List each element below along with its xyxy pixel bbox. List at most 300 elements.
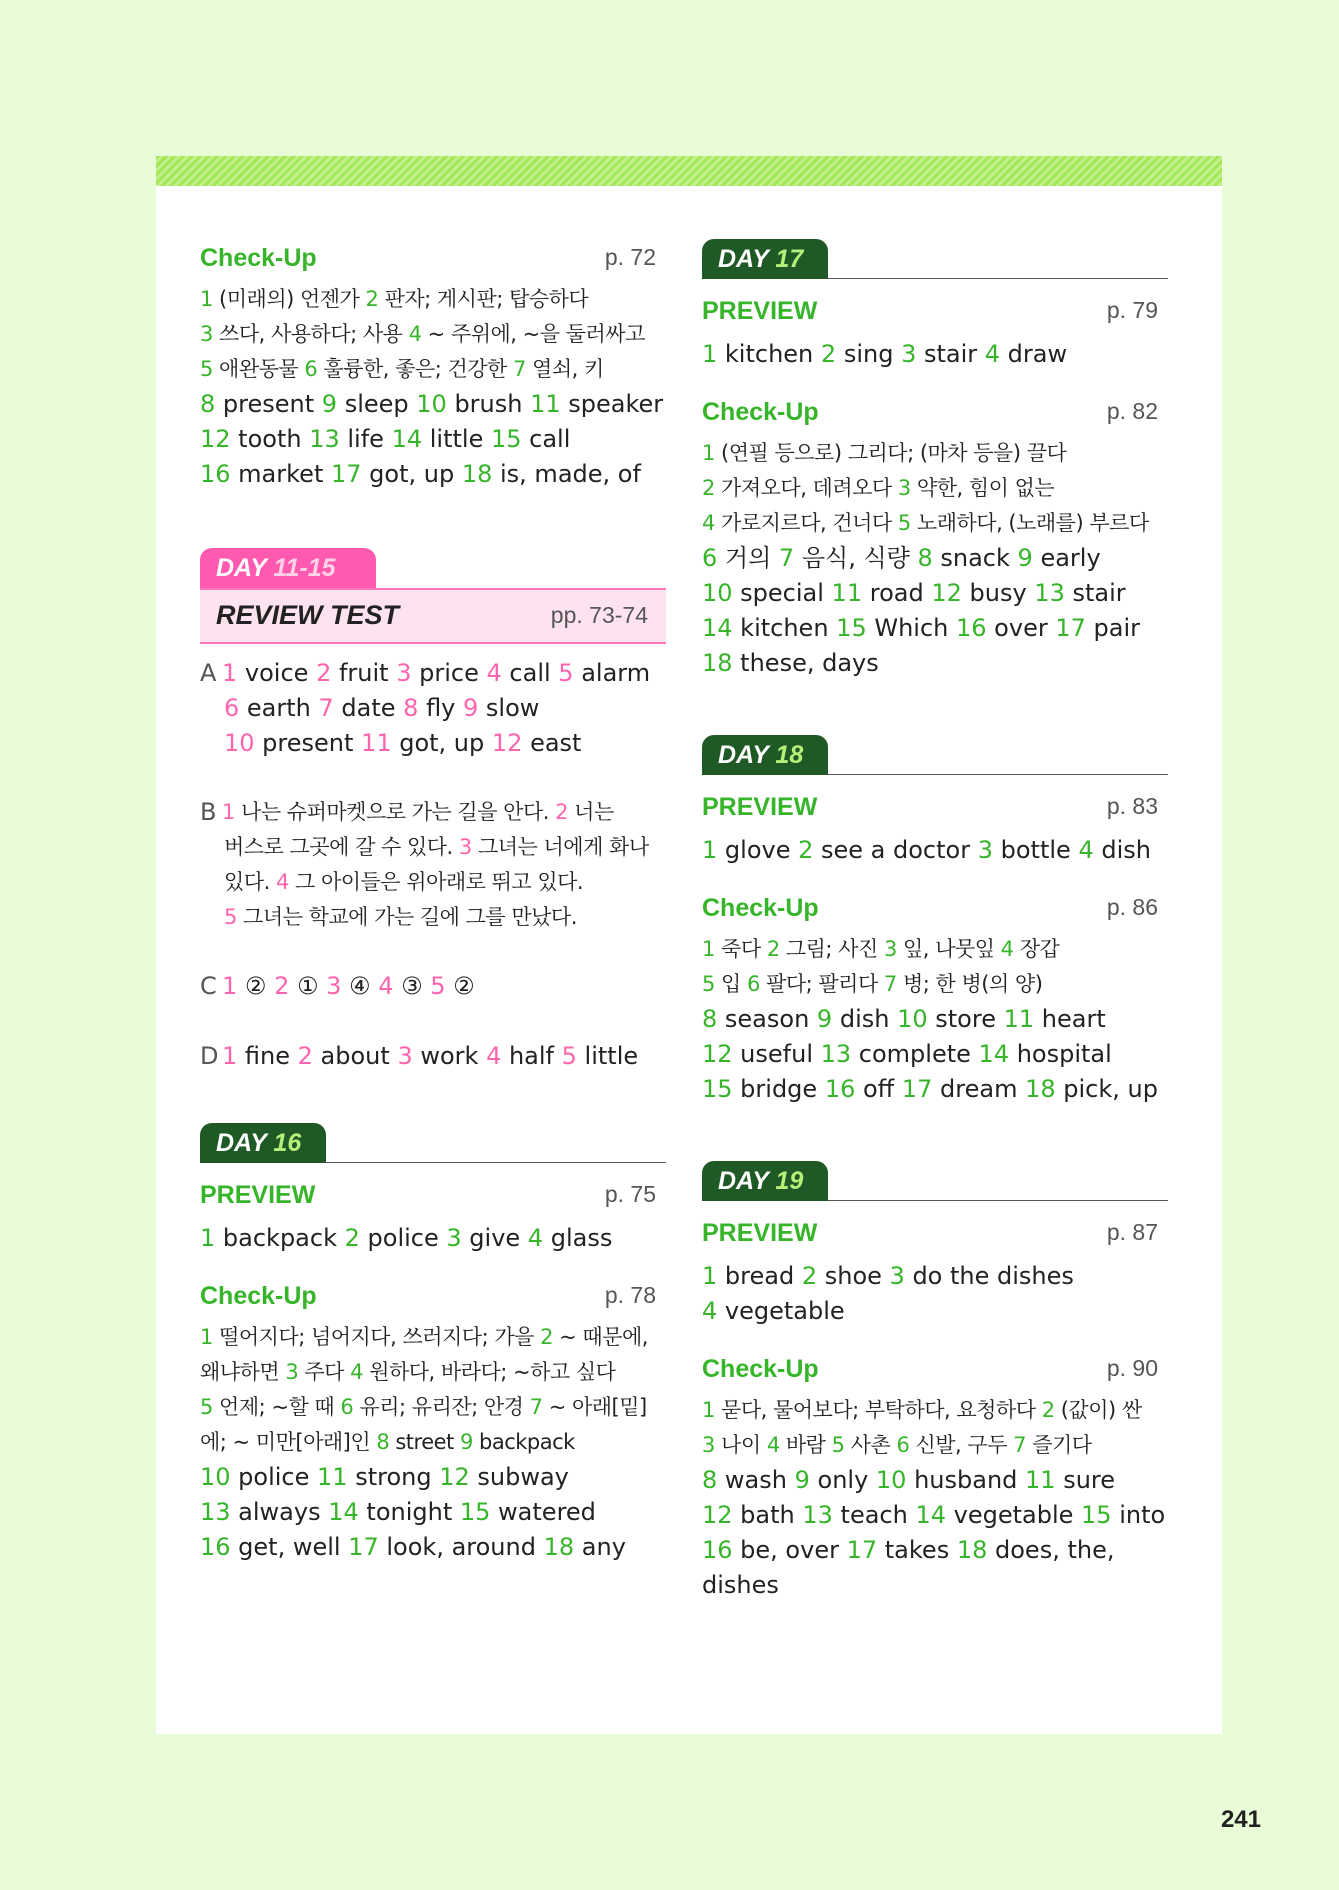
item-number: 4: [378, 972, 394, 1000]
page-reference: p. 78: [604, 1282, 656, 1308]
item-number: 18: [461, 460, 493, 488]
day-tab: [200, 1123, 326, 1163]
item-number: 1: [200, 1224, 216, 1252]
answer-text: bottle: [993, 836, 1079, 864]
answer-line: [200, 656, 666, 691]
answer-text: vegetable: [717, 1297, 845, 1325]
answer-line: [702, 646, 1168, 681]
answer-text: dish: [832, 1005, 898, 1033]
answer-text: 판자; 게시판; 탑승하다: [378, 287, 589, 311]
item-number: 3: [901, 340, 917, 368]
item-number: 4: [486, 1042, 502, 1070]
answer-line: [200, 282, 666, 317]
item-number: 6: [747, 972, 760, 996]
preview-header: [702, 295, 1168, 329]
answer-text: kitchen: [717, 340, 821, 368]
answer-line: [702, 1259, 1168, 1294]
item-number: 9: [459, 1430, 473, 1454]
preview-answers: [702, 337, 1168, 372]
part-b: [200, 795, 666, 935]
answer-line: [200, 1221, 666, 1256]
answer-text: heart: [1034, 1005, 1106, 1033]
answer-text: 있다.: [224, 870, 276, 894]
answer-text: watered: [490, 1498, 596, 1526]
answer-line: [702, 1568, 1168, 1603]
answer-text: fly: [418, 694, 464, 722]
answer-line: [200, 1495, 666, 1530]
answer-text: early: [1032, 544, 1101, 572]
answer-text: 사촌: [844, 1433, 897, 1457]
day-tab: [702, 1161, 828, 1201]
part-c: [200, 969, 666, 1004]
day16-section: [200, 1118, 666, 1565]
answer-text: bridge: [732, 1075, 825, 1103]
answer-text: 바람: [779, 1433, 832, 1457]
item-number: 10: [416, 390, 447, 418]
item-number: 1: [222, 1042, 238, 1070]
item-number: 8: [702, 1005, 718, 1033]
item-number: 9: [321, 390, 338, 418]
item-number: 10: [875, 1466, 907, 1494]
part-letter: C: [200, 972, 217, 1000]
item-number: 12: [702, 1040, 733, 1068]
answer-line: [200, 1320, 666, 1355]
preview-title: PREVIEW: [702, 793, 818, 821]
answer-text: police: [230, 1463, 318, 1491]
item-number: 2: [297, 1042, 313, 1070]
answer-line: [702, 611, 1168, 646]
checkup-answers: [702, 541, 1168, 681]
answer-text: price: [411, 659, 487, 687]
answer-text: sleep: [337, 390, 417, 418]
answer-line: [200, 691, 666, 726]
day-number: 18: [768, 741, 804, 769]
item-number: 3: [326, 972, 342, 1000]
item-number: 1: [702, 1398, 715, 1422]
answer-line: [200, 726, 666, 761]
answer-text: 즐기다: [1026, 1433, 1092, 1457]
answer-text: 약한, 힘이 없는: [910, 476, 1055, 500]
item-number: 12: [200, 425, 231, 453]
day-number: 16: [266, 1129, 302, 1157]
answer-text: 팔다; 팔리다: [759, 972, 884, 996]
answer-text: draw: [1000, 340, 1068, 368]
answer-text: special: [732, 579, 832, 607]
checkup-answers: [200, 1460, 666, 1565]
item-number: 8: [917, 544, 933, 572]
preview-title: PREVIEW: [702, 1219, 818, 1247]
answer-line: [702, 967, 1168, 1002]
item-number: 18: [956, 1536, 988, 1564]
item-number: 13: [802, 1501, 833, 1529]
answer-line: [702, 1498, 1168, 1533]
answer-text: look, around: [378, 1533, 544, 1561]
page-reference: p. 72: [604, 244, 656, 270]
item-number: 6: [896, 1433, 910, 1457]
item-number: 15: [459, 1498, 491, 1526]
answer-text: ①: [289, 972, 327, 1000]
answer-text: pair: [1085, 614, 1140, 642]
preview-answers: [702, 833, 1168, 868]
item-number: 14: [391, 425, 423, 453]
answer-text: call: [521, 425, 571, 453]
answer-text: ③: [393, 972, 431, 1000]
item-number: 4: [527, 1224, 544, 1252]
answer-text: speaker: [560, 390, 664, 418]
page-number: 241: [1220, 1806, 1261, 1833]
item-number: 3: [285, 1360, 299, 1384]
answer-line: [200, 422, 666, 457]
answer-text: 쓰다, 사용하다; 사용: [212, 322, 409, 346]
item-number: 2: [801, 1262, 818, 1290]
item-number: 11: [317, 1463, 348, 1491]
part-a: [200, 656, 666, 761]
answer-text: backpack: [215, 1224, 345, 1252]
item-number: 10: [224, 729, 255, 757]
item-number: 4: [408, 322, 422, 346]
answer-text: 가로지르다, 건너다: [714, 511, 898, 535]
page-reference: p. 86: [1106, 894, 1158, 920]
answer-text: any: [574, 1533, 626, 1561]
item-number: 8: [200, 390, 216, 418]
answer-text: sing: [836, 340, 902, 368]
item-number: 2: [555, 800, 568, 824]
item-number: 1: [702, 836, 718, 864]
answer-text: slow: [478, 694, 540, 722]
answer-text: voice: [237, 659, 317, 687]
item-number: 2: [1041, 1398, 1055, 1422]
answer-text: 그림; 사진: [779, 937, 884, 961]
item-number: 12: [439, 1463, 470, 1491]
day-word: DAY: [718, 245, 769, 273]
answer-text: useful: [732, 1040, 821, 1068]
answer-text: glove: [717, 836, 799, 864]
answer-text: (미래의) 언젠가: [212, 287, 366, 311]
checkup-answers: [702, 436, 1168, 541]
answer-text: 신발, 구두: [909, 1433, 1014, 1457]
answer-text: street: [389, 1430, 460, 1454]
answer-text: 그 아이들은 위아래로 뛰고 있다.: [288, 870, 584, 894]
page-reference: p. 90: [1106, 1355, 1158, 1381]
item-number: 4: [275, 870, 289, 894]
item-number: 2: [344, 1224, 360, 1252]
item-number: 3: [889, 1262, 905, 1290]
answer-line: [200, 1425, 666, 1460]
item-number: 13: [820, 1040, 852, 1068]
answer-text: 에; ~ 미만[아래]인: [200, 1430, 377, 1454]
item-number: 1: [702, 1262, 718, 1290]
checkup-title: Check-Up: [702, 894, 819, 922]
checkup-answers: [200, 1320, 666, 1460]
answer-text: takes: [877, 1536, 957, 1564]
answer-line: [200, 1460, 666, 1495]
item-number: 4: [766, 1433, 780, 1457]
item-number: 5: [558, 659, 574, 687]
answer-text: (연필 등으로) 그리다; (마차 등을) 끌다: [714, 441, 1067, 465]
answer-text: 장갑: [1013, 937, 1060, 961]
item-number: 8: [376, 1430, 390, 1454]
item-number: 5: [702, 972, 715, 996]
item-number: 3: [458, 835, 472, 859]
answer-text: 왜냐하면: [200, 1360, 286, 1384]
answer-text: call: [501, 659, 559, 687]
answer-text: backpack: [472, 1430, 575, 1454]
answer-text: road: [862, 579, 932, 607]
answer-line: [702, 932, 1168, 967]
answer-text: get, well: [230, 1533, 349, 1561]
item-number: 1: [222, 800, 235, 824]
item-number: 13: [309, 425, 340, 453]
item-number: 13: [200, 1498, 231, 1526]
item-number: 3: [977, 836, 993, 864]
day-header: [702, 730, 1168, 775]
day-header: [200, 1118, 666, 1163]
item-number: 15: [1081, 1501, 1112, 1529]
item-number: 6: [340, 1395, 354, 1419]
checkup-header: [702, 1353, 1168, 1387]
answer-text: is, made, of: [492, 460, 641, 488]
answer-line: [702, 1533, 1168, 1568]
item-number: 11: [1025, 1466, 1056, 1494]
answer-line: [200, 387, 666, 422]
item-number: 17: [1055, 614, 1086, 642]
answer-line: [702, 1393, 1168, 1428]
answer-text: 나이: [714, 1433, 767, 1457]
item-number: 3: [397, 1042, 413, 1070]
item-number: 14: [328, 1498, 359, 1526]
item-number: 4: [1078, 836, 1094, 864]
answer-text: brush: [446, 390, 531, 418]
item-number: 2: [702, 476, 715, 500]
item-number: 3: [897, 476, 911, 500]
item-number: 12: [491, 729, 523, 757]
item-number: 2: [798, 836, 814, 864]
answer-text: do the dishes: [904, 1262, 1074, 1290]
answer-text: over: [986, 614, 1056, 642]
page-reference: pp. 73-74: [550, 602, 648, 628]
answer-text: 유리; 유리잔; 안경: [353, 1395, 530, 1419]
answer-text: 애완동물: [212, 357, 305, 381]
answer-line: [702, 436, 1168, 471]
answer-text: kitchen: [732, 614, 837, 642]
preview-answers: [702, 1259, 1168, 1329]
answer-line: [702, 471, 1168, 506]
item-number: 7: [529, 1395, 543, 1419]
day-header: [702, 1156, 1168, 1201]
answer-text: 병; 한 병(의 양): [896, 972, 1043, 996]
answer-line: [702, 1037, 1168, 1072]
preview-title: PREVIEW: [200, 1181, 316, 1209]
answer-text: ②: [237, 972, 275, 1000]
item-number: 2: [820, 340, 837, 368]
answer-text: 언제; ~할 때: [212, 1395, 341, 1419]
answer-line: [702, 576, 1168, 611]
answer-text: date: [333, 694, 404, 722]
answer-line: [702, 541, 1168, 576]
item-number: 7: [778, 544, 795, 572]
item-number: 4: [702, 1297, 718, 1325]
preview-header: [200, 1179, 666, 1213]
item-number: 11: [1003, 1005, 1035, 1033]
day17-section: [702, 234, 1168, 681]
answer-line: [200, 1530, 666, 1565]
item-number: 1: [200, 1325, 213, 1349]
item-number: 16: [956, 614, 987, 642]
item-number: 4: [984, 340, 1001, 368]
answer-text: into: [1111, 1501, 1166, 1529]
answer-text: dish: [1093, 836, 1151, 864]
item-number: 5: [200, 1395, 213, 1419]
item-number: 3: [446, 1224, 462, 1252]
item-number: 12: [702, 1501, 733, 1529]
answer-text: bread: [717, 1262, 802, 1290]
item-number: 15: [836, 614, 867, 642]
answer-text: see a doctor: [813, 836, 978, 864]
answer-line: [702, 1294, 1168, 1329]
answer-text: season: [717, 1005, 817, 1033]
item-number: 17: [348, 1533, 379, 1561]
day-word: DAY: [216, 554, 267, 582]
item-number: 1: [222, 972, 238, 1000]
answer-text: present: [254, 729, 362, 757]
answer-text: (값이) 싼: [1054, 1398, 1142, 1422]
item-number: 1: [222, 659, 238, 687]
item-number: 13: [1034, 579, 1065, 607]
answer-text: strong: [347, 1463, 440, 1491]
answer-text: bath: [732, 1501, 803, 1529]
page-reference: p. 83: [1106, 793, 1158, 819]
review-title-bar: [200, 588, 666, 644]
checkup-answers: [702, 1393, 1168, 1463]
item-number: 11: [361, 729, 392, 757]
answer-text: 그녀는 너에게 화나: [471, 835, 649, 859]
answer-text: 열쇠, 키: [525, 357, 604, 381]
answer-text: Which: [866, 614, 956, 642]
item-number: 10: [897, 1005, 928, 1033]
checkup-header: [200, 1280, 666, 1314]
answer-text: got, up: [361, 460, 462, 488]
answer-key-panel: [156, 186, 1222, 1734]
answer-text: 훌륭한, 좋은; 건강한: [317, 357, 513, 381]
item-number: 1: [702, 937, 715, 961]
answer-text: husband: [906, 1466, 1026, 1494]
item-number: 2: [540, 1325, 553, 1349]
item-number: 9: [794, 1466, 810, 1494]
answer-text: 가져오다, 데려오다: [714, 476, 898, 500]
answer-text: tonight: [358, 1498, 460, 1526]
part-letter: A: [200, 659, 217, 687]
answer-text: dishes: [702, 1571, 779, 1599]
answer-text: teach: [832, 1501, 916, 1529]
answer-line: [200, 457, 666, 492]
answer-text: little: [422, 425, 491, 453]
checkup-title: Check-Up: [702, 1355, 819, 1383]
answer-text: dream: [932, 1075, 1026, 1103]
answer-line: [200, 865, 666, 900]
item-number: 2: [365, 287, 379, 311]
answer-text: tooth: [230, 425, 310, 453]
answer-text: ④: [341, 972, 379, 1000]
item-number: 2: [316, 659, 332, 687]
item-number: 11: [530, 390, 561, 418]
review-test-section: [200, 548, 666, 1074]
answer-line: [200, 900, 666, 935]
section-title: Check-Up: [200, 244, 317, 272]
item-number: 9: [463, 694, 479, 722]
answer-text: 떨어지다; 넘어지다, 쓰러지다; 가을: [212, 1325, 541, 1349]
answer-text: 음식, 식량: [794, 544, 918, 572]
answer-text: ~ 때문에,: [552, 1325, 648, 1349]
answer-text: does, the,: [987, 1536, 1115, 1564]
checkup-header: [702, 892, 1168, 926]
answer-text: 주다: [298, 1360, 351, 1384]
answer-text: 거의: [717, 544, 779, 572]
day-range: 11-15: [266, 554, 336, 582]
item-number: 9: [1017, 544, 1033, 572]
item-number: 9: [816, 1005, 833, 1033]
answer-text: alarm: [573, 659, 651, 687]
item-number: 4: [486, 659, 502, 687]
answer-text: 죽다: [714, 937, 767, 961]
answer-text: earth: [239, 694, 319, 722]
item-number: 10: [200, 1463, 231, 1491]
section-header: [200, 242, 666, 276]
top-stripe-bar: [156, 156, 1222, 186]
item-number: 8: [403, 694, 419, 722]
answer-line: [702, 1428, 1168, 1463]
item-number: 16: [824, 1075, 856, 1103]
item-number: 15: [490, 425, 522, 453]
answer-text: half: [501, 1042, 562, 1070]
item-number: 4: [1000, 937, 1014, 961]
answer-text: life: [339, 425, 392, 453]
day-word: DAY: [718, 1167, 769, 1195]
answer-text: little: [576, 1042, 639, 1070]
item-number: 2: [766, 937, 780, 961]
page-reference: p. 79: [1106, 297, 1158, 323]
checkup-answers: [702, 932, 1168, 1002]
answer-line: [200, 1039, 666, 1074]
answer-line: [702, 337, 1168, 372]
answer-text: 너는: [567, 800, 614, 824]
part-d: [200, 1039, 666, 1074]
checkup-section-p72: [200, 242, 666, 492]
item-number: 5: [561, 1042, 577, 1070]
item-number: 14: [702, 614, 733, 642]
answer-text: always: [230, 1498, 329, 1526]
day19-section: [702, 1156, 1168, 1603]
item-number: 14: [915, 1501, 947, 1529]
answer-text: be, over: [732, 1536, 847, 1564]
preview-header: [702, 1217, 1168, 1251]
answer-text: snack: [932, 544, 1018, 572]
answer-line: [702, 1072, 1168, 1107]
checkup-header: [702, 396, 1168, 430]
page-reference: p. 82: [1106, 398, 1158, 424]
item-number: 3: [883, 937, 897, 961]
item-number: 3: [396, 659, 412, 687]
answer-text: stair: [916, 340, 985, 368]
answer-line: [200, 1355, 666, 1390]
item-number: 5: [897, 511, 911, 535]
item-number: 17: [846, 1536, 878, 1564]
item-number: 6: [224, 694, 240, 722]
answer-text: 노래하다, (노래를) 부르다: [910, 511, 1149, 535]
item-number: 18: [1025, 1075, 1056, 1103]
answer-text: about: [312, 1042, 398, 1070]
item-number: 1: [702, 441, 715, 465]
preview-title: PREVIEW: [702, 297, 818, 325]
